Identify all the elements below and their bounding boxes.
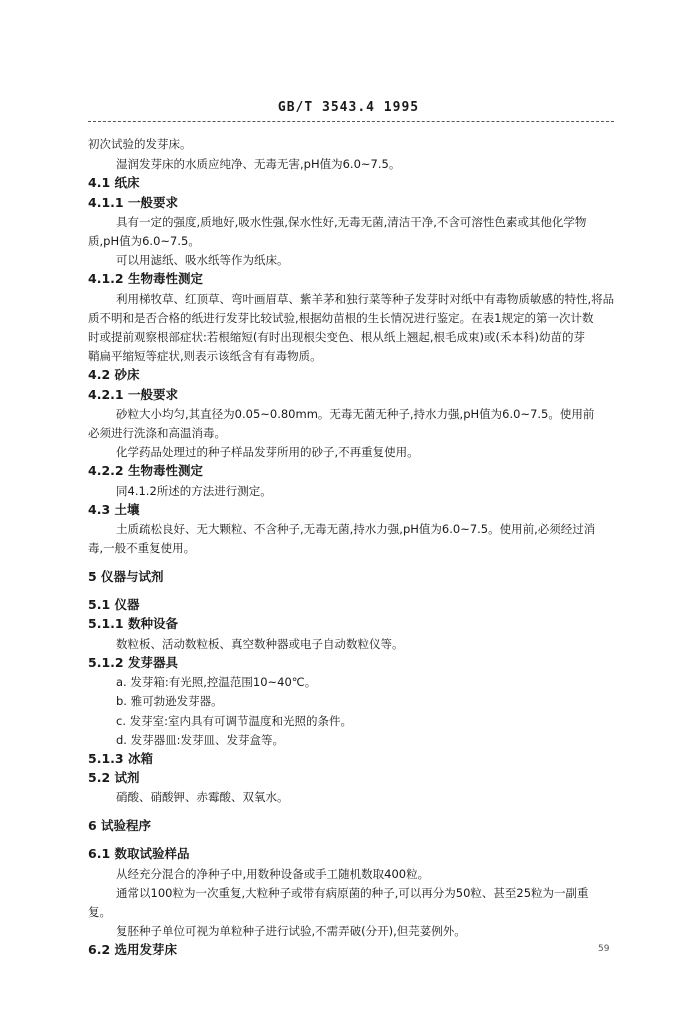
page-number: 59 <box>598 944 610 954</box>
list-item: c. 发芽室:室内具有可调节温度和光照的条件。 <box>116 714 353 728</box>
text-line: 质不明和是否合格的纸进行发芽比较试验,根据幼苗根的生长情况进行鉴定。在表1规定的第一次计数 <box>88 311 594 325</box>
text-line: 复。 <box>88 905 111 919</box>
text-line: 砂粒大小均匀,其直径为0.05~0.80mm。无毒无菌无种子,持水力强,pH值为6.0~7.5。使用前 <box>116 407 595 421</box>
text-line: 初次试验的发芽床。 <box>88 137 192 151</box>
section-heading: 5.1.3 冰箱 <box>88 751 153 766</box>
section-heading: 5.1.1 数种设备 <box>88 616 178 631</box>
standard-header: GB/T 3543.4 1995 <box>277 100 420 115</box>
text-line: 数粒板、活动数粒板、真空数种器或电子自动数粒仪等。 <box>116 637 404 651</box>
text-line: 必须进行洗涤和高温消毒。 <box>88 426 226 440</box>
text-line: 质,pH值为6.0~7.5。 <box>88 234 200 248</box>
text-line: 利用梯牧草、红顶草、弯叶画眉草、紫羊茅和独行菜等种子发芽时对纸中有毒物质敏感的特性,将品 <box>116 292 615 306</box>
list-item: b. 雅可勃逊发芽器。 <box>116 694 223 708</box>
text-line: 硝酸、硝酸钾、赤霉酸、双氧水。 <box>116 790 289 804</box>
chapter-heading: 6 试验程序 <box>88 818 152 833</box>
section-heading: 5.2 试剂 <box>88 770 140 785</box>
section-heading: 4.1.2 生物毒性测定 <box>88 271 203 286</box>
list-item: d. 发芽器皿:发芽皿、发芽盒等。 <box>116 733 284 747</box>
section-heading: 4.2.1 一般要求 <box>88 387 178 402</box>
text-line: 具有一定的强度,质地好,吸水性强,保水性好,无毒无菌,清洁干净,不含可溶性色素或其他化学物 <box>116 215 587 229</box>
text-line: 土质疏松良好、无大颗粒、不含种子,无毒无菌,持水力强,pH值为6.0~7.5。使用前,必须经过消 <box>116 522 596 536</box>
text-line: 鞘扁平缩短等症状,则表示该纸含有有毒物质。 <box>88 349 322 363</box>
list-item: a. 发芽箱:有光照,控温范围10~40℃。 <box>116 675 317 689</box>
section-heading: 4.1.1 一般要求 <box>88 195 178 210</box>
section-heading: 6.2 选用发芽床 <box>88 942 177 957</box>
header-rule <box>88 121 614 122</box>
text-line: 化学药品处理过的种子样品发芽所用的砂子,不再重复使用。 <box>116 445 419 459</box>
section-heading: 4.2.2 生物毒性测定 <box>88 463 203 478</box>
text-line: 毒,一般不重复使用。 <box>88 541 196 555</box>
text-line: 从经充分混合的净种子中,用数种设备或手工随机数取400粒。 <box>116 867 430 881</box>
section-heading: 6.1 数取试验样品 <box>88 846 190 861</box>
text-line: 同4.1.2所述的方法进行测定。 <box>116 484 272 498</box>
text-line: 复胚种子单位可视为单粒种子进行试验,不需弄破(分开),但芫荽例外。 <box>116 924 466 938</box>
chapter-heading: 5 仪器与试剂 <box>88 569 164 584</box>
text-line: 通常以100粒为一次重复,大粒种子或带有病原菌的种子,可以再分为50粒、甚至25粒为一副重 <box>116 886 589 900</box>
text-line: 湿润发芽床的水质应纯净、无毒无害,pH值为6.0~7.5。 <box>116 157 401 171</box>
section-heading: 4.1 纸床 <box>88 175 140 190</box>
text-line: 时或提前观察根部症状:若根缩短(有时出现根尖变色、根从纸上翘起,根毛成束)或(禾本科)幼苗的芽 <box>88 330 585 344</box>
section-heading: 4.3 土壤 <box>88 502 140 517</box>
section-heading: 4.2 砂床 <box>88 367 140 382</box>
section-heading: 5.1 仪器 <box>88 597 140 612</box>
text-line: 可以用滤纸、吸水纸等作为纸床。 <box>116 253 289 267</box>
section-heading: 5.1.2 发芽器具 <box>88 655 178 670</box>
